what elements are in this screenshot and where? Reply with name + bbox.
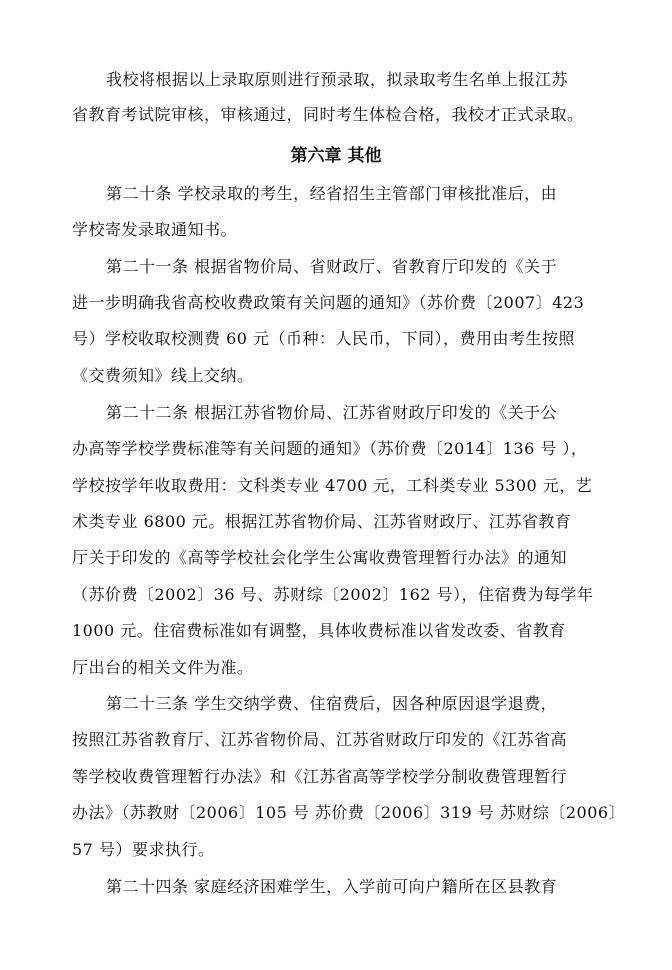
text-line: 我校将根据以上录取原则进行预录取，拟录取考生名单上报江苏: [106, 70, 569, 89]
text-line: 省教育考试院审核，审核通过，同时考生体检合格，我校才正式录取。: [72, 105, 584, 124]
text-line: 学校寄发录取通知书。: [72, 220, 238, 239]
text-line: 第二十二条 根据江苏省物价局、江苏省财政厅印发的《关于公: [106, 403, 558, 422]
text-line: 学校按学年收取费用：文科类专业 4700 元，工科类专业 5300 元，艺: [72, 476, 593, 495]
text-line: 办高等学校学费标准等有关问题的通知》（苏价费〔2014〕136 号 ），: [72, 439, 588, 458]
text-line: 等学校收费管理暂行办法》和《江苏省高等学校学分制收费管理暂行: [72, 767, 568, 786]
text-line: 第二十一条 根据省物价局、省财政厅、省教育厅印发的《关于: [106, 257, 558, 276]
text-line: 按照江苏省教育厅、江苏省物价局、江苏省财政厅印发的《江苏省高: [72, 730, 568, 749]
text-line: （苏价费〔2002〕36 号、苏财综〔2002〕162 号），住宿费为每学年: [72, 585, 594, 604]
text-line: 第二十四条 家庭经济困难学生，入学前可向户籍所在区县教育: [106, 877, 558, 896]
text-line: 进一步明确我省高校收费政策有关问题的通知》（苏价费〔2007〕423: [72, 293, 585, 312]
chapter-heading: 第六章 其他: [290, 146, 382, 166]
text-line: 1000 元。住宿费标准如有调整，具体收费标准以省发改委、省教育: [72, 621, 566, 640]
text-line: 号）学校收取校测费 60 元（币种：人民币，下同），费用由考生按照: [72, 329, 576, 348]
text-line: 第二十条 学校录取的考生，经省招生主管部门审核批准后，由: [106, 184, 558, 203]
text-line: 57 号）要求执行。: [72, 840, 215, 859]
text-line: 厅关于印发的《高等学校社会化学生公寓收费管理暂行办法》的通知: [72, 548, 568, 567]
text-line: 术类专业 6800 元。根据江苏省物价局、江苏省财政厅、江苏省教育: [72, 512, 572, 531]
text-line: 厅出台的相关文件为准。: [72, 658, 254, 677]
text-line: 办法》（苏教财〔2006〕105 号 苏价费〔2006〕319 号 苏财综〔2006〕: [72, 803, 626, 822]
text-line: 第二十三条 学生交纳学费、住宿费后，因各种原因退学退费，: [106, 694, 558, 713]
text-line: 《交费须知》线上交纳。: [72, 366, 254, 385]
